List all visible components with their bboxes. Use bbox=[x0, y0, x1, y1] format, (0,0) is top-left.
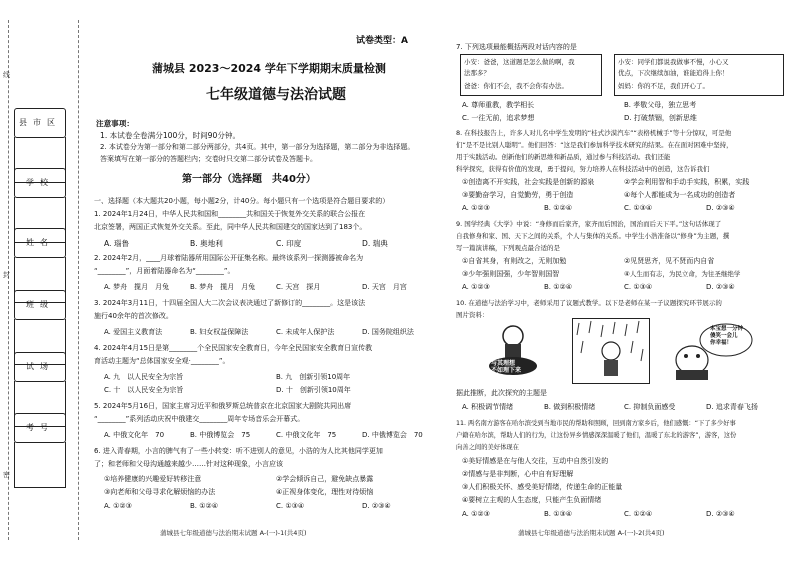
q1-option[interactable]: D. 瑞典 bbox=[362, 239, 388, 248]
q6-option[interactable]: B. ①②④ bbox=[190, 502, 219, 510]
q2-option[interactable]: D. 天宫 月宫 bbox=[362, 283, 407, 291]
q2-option[interactable]: B. 梦舟 揽月 月兔 bbox=[190, 283, 256, 291]
q11-line: 户籍在哈尔滨，帮助人们的行为，让这份异乡情感深深温暖了他们，温暖了东北的游客”，游客，这份 bbox=[456, 432, 737, 439]
footer-left: 蒲城县七年级道德与法治期末试题 A-(一)-1(共4页) bbox=[160, 529, 307, 537]
q2-line: 2. 2024年2月，____月球着陆器所用国际公开征集名称。最终该系列一探测器被命名为 bbox=[94, 254, 364, 262]
dialogue-line: 优点，下次继续加油，谁能追得上你！ bbox=[618, 69, 729, 77]
binding-field-examno: 考号 bbox=[14, 413, 66, 443]
binding-field-school: 学校 bbox=[14, 168, 66, 198]
q11-option[interactable]: D. ②③④ bbox=[706, 510, 735, 518]
seal-label: 密 bbox=[3, 471, 10, 479]
q6-line: 了；和老师和父母沟通越来越少……针对这种现象，小言应该 bbox=[94, 460, 283, 468]
q7-stem: 7. 下列选项最能概括两段对话内容的是 bbox=[456, 43, 577, 51]
q4-option[interactable]: C. 十 以人民安全为宗旨 bbox=[104, 386, 184, 394]
dialogue-line: 小安：爸爸，这道题是怎么做的啊，我 bbox=[464, 58, 575, 66]
cartoon-image-1 bbox=[478, 322, 548, 380]
q10-option[interactable]: D. 追求青春飞扬 bbox=[706, 403, 758, 411]
q6-item: ④正视身体变化，理性对待烦恼 bbox=[276, 488, 374, 496]
q5-option[interactable]: B. 中俄博览会 75 bbox=[190, 431, 251, 439]
q6-item: ③向老师和父母寻求化解烦恼的办法 bbox=[104, 488, 216, 496]
q8-line: 们“是不是比别人聪明”。他们回答：“这是我们参加科学技术研究的结果。在在面对困难中坚持， bbox=[456, 141, 733, 149]
q10-question: 据此推断，此次探究的主题是 bbox=[456, 389, 547, 397]
q9-line: 写一篇演讲稿，下列观点最合适的是 bbox=[456, 244, 560, 252]
q4-line: 4. 2024年4月15日是第________个全民国家安全教育日，今年全民国家安全教育日宣传教 bbox=[94, 344, 373, 352]
q5-option[interactable]: A. 中俄文化年 70 bbox=[104, 431, 165, 439]
q11-line: 11. 两名南方游客在哈尔滨受到当地市民的帮助和照顾，回到南方家乡后，他们感慨：“下了多少好事 bbox=[456, 420, 736, 427]
q3-line: 3. 2024年3月11日，十四届全国人大二次会议表决通过了新修订的________。这是该法 bbox=[94, 299, 366, 307]
q10-option[interactable]: A. 积极调节情绪 bbox=[462, 403, 514, 411]
binding-blank-examno[interactable] bbox=[14, 442, 66, 488]
q9-option[interactable]: A. ①②③ bbox=[462, 283, 490, 291]
dialogue-line: 小安：同学们都说我做事不慢，小心又 bbox=[618, 58, 729, 66]
q10-option[interactable]: C. 抑制负面感受 bbox=[624, 403, 676, 411]
exam-title: 蒲城县 2023～2024 学年下学期期末质量检测 bbox=[152, 62, 386, 75]
q1-line: 1. 2024年1月24日，中华人民共和国和________共和国关于恢复外交关系的联合公报在 bbox=[94, 210, 366, 218]
q8-item: ③要勤奋学习，自觉勤劳，勇于创造 bbox=[462, 191, 574, 199]
q8-item: ②学会利用智和手动手实践，积累，实践 bbox=[624, 178, 750, 186]
instruction-line: 一、选择题（本大题共20小题，每小题2分，计40分。每小题只有一个选项是符合题目要求的） bbox=[94, 197, 390, 205]
dialogue-line: 爸爸：你们不会，我不会你有办法。 bbox=[464, 82, 568, 90]
q6-option[interactable]: C. ①③④ bbox=[276, 502, 305, 510]
q5-line: 5. 2024年5月16日，国家主席习近平和俄罗斯总统普京在北京国家大剧院共同出席 bbox=[94, 402, 352, 410]
q3-option[interactable]: C. 未成年人保护法 bbox=[276, 328, 335, 336]
q8-item: ④每个人都能成为一名成功的创造者 bbox=[624, 191, 736, 199]
q11-item: ②情感与是非判断，心中自有好理解 bbox=[462, 470, 574, 478]
binding-field-room: 试场 bbox=[14, 352, 66, 382]
q8-line: 用于实践活动。创新他们的新思维和新品质，通过参与科技活动。我们还能 bbox=[456, 153, 671, 161]
q3-option[interactable]: D. 国务院组织法 bbox=[362, 328, 414, 336]
part1-title: 第一部分（选择题 共40分） bbox=[182, 174, 316, 185]
q1-line: 北京签署，两国正式恢复外交关系。至此，同中华人民共和国建交的国家达到了183个。 bbox=[94, 223, 367, 231]
q2-line: “________”，月面着陆器命名为“________”。 bbox=[94, 267, 235, 275]
q10-option[interactable]: B. 做到积极情绪 bbox=[544, 403, 596, 411]
q4-option[interactable]: B. 九 创新引领10周年 bbox=[276, 373, 351, 381]
left-page bbox=[90, 0, 442, 561]
q7-option[interactable]: C. 一往无前，追求梦想 bbox=[462, 114, 535, 122]
q2-option[interactable]: A. 梦舟 揽月 月兔 bbox=[104, 283, 170, 291]
seal-label: 封 bbox=[3, 271, 10, 279]
q9-option[interactable]: B. ①②④ bbox=[544, 283, 573, 291]
seal-label: 线 bbox=[3, 71, 10, 79]
q9-option[interactable]: D. ②③④ bbox=[706, 283, 735, 291]
q11-item: ①美好情感是在与他人交往，互动中自然引发的 bbox=[462, 457, 609, 465]
q6-option[interactable]: D. ②③④ bbox=[362, 502, 391, 510]
q2-option[interactable]: C. 天宫 探月 bbox=[276, 283, 321, 291]
q9-item: ③少年强则国强，少年智则国智 bbox=[462, 270, 560, 278]
q1-option[interactable]: A. 瑙鲁 bbox=[104, 239, 130, 248]
note-item: 答案填写在第一部分的答题栏内；交卷时只交第二部分试卷及答题卡。 bbox=[100, 155, 317, 163]
q6-item: ①培养健康的兴趣爱好转移注意 bbox=[104, 475, 202, 483]
note-item: 1. 本试卷全卷满分100分，时间90分钟。 bbox=[100, 131, 241, 140]
q9-line: 9. 国学经典《大学》中说：“身修而后家齐，家齐而后国治，国治而后天下平。”这句话体现了 bbox=[456, 220, 722, 228]
binding-strip bbox=[0, 0, 86, 561]
q3-option[interactable]: A. 爱国主义教育法 bbox=[104, 328, 163, 336]
q11-option[interactable]: C. ①②④ bbox=[624, 510, 653, 518]
dialogue-line: 妈妈：你的不足，我们开心了。 bbox=[618, 82, 709, 90]
dialogue-box-2 bbox=[614, 54, 784, 96]
q4-option[interactable]: D. 十 创新引领10周年 bbox=[276, 386, 351, 394]
q6-item: ②学会倾诉自己，避免缺点暴露 bbox=[276, 475, 374, 483]
q8-item: ①创造离不开实践，社会实践是创新的源泉 bbox=[462, 178, 595, 186]
q3-line: 施行40余年的首次修改。 bbox=[94, 312, 173, 320]
q9-item: ①自省其身，有则改之，无则加勉 bbox=[462, 257, 567, 265]
binding-field-county: 县市区 bbox=[14, 108, 66, 138]
q9-option[interactable]: C. ①③④ bbox=[624, 283, 653, 291]
q6-line: 6. 进入青春期，小言的脾气有了一些小转变：听不进别人的意见，小浩的为人比其他同学更加 bbox=[94, 447, 383, 455]
q5-option[interactable]: C. 中俄文化年 75 bbox=[276, 431, 337, 439]
q1-option[interactable]: B. 奥地利 bbox=[190, 239, 223, 248]
q8-line: 8. 在科技报告上，许多人对儿名中学生发明的“桂式沙漠汽车”“表格机械手”等十分惊叹，可是他 bbox=[456, 129, 732, 137]
cartoon-image-3 bbox=[668, 318, 754, 382]
q11-line: 向善之间的美好体现在 bbox=[456, 444, 519, 451]
q4-option[interactable]: A. 九 以人民安全为宗旨 bbox=[104, 373, 184, 381]
q9-line: 自我修身和家、国、天下之间的关系，个人与集体的关系。中学生小浩准备以“修身”为主题，撰 bbox=[456, 232, 730, 240]
binding-field-class: 班级 bbox=[14, 290, 66, 320]
q11-option[interactable]: A. ①②③ bbox=[462, 510, 490, 518]
seal-line-outer bbox=[8, 20, 9, 540]
q11-item: ③人们积极关怀、感受美好情绪，传递生命的正能量 bbox=[462, 483, 623, 491]
q7-option[interactable]: A. 尊师重教，教学相长 bbox=[462, 101, 535, 109]
q8-line: 科学探究，获得有价值的发现，勇于提问，努力培养人在科技活动中的创造，这告诉我们 bbox=[456, 165, 710, 173]
q5-line: “________”系列活动庆祝中俄建交________周年专场音乐会开幕式。 bbox=[94, 415, 305, 423]
dialogue-box-1 bbox=[460, 54, 602, 96]
q3-option[interactable]: B. 妇女权益保障法 bbox=[190, 328, 249, 336]
q4-line: 育活动主题为“总体国家安全观·________”。 bbox=[94, 357, 230, 365]
binding-field-name: 姓名 bbox=[14, 228, 66, 258]
q6-option[interactable]: A. ①②③ bbox=[104, 502, 132, 510]
footer-right: 蒲城县七年级道德与法治期末试题 A-(一)-2(共4页) bbox=[518, 529, 665, 537]
note-item: 2. 本试卷分为第一部分和第二部分两部分，共4页。其中，第一部分为选择题，第二部分为非选择题。 bbox=[100, 143, 415, 151]
q11-option[interactable]: B. ①③④ bbox=[544, 510, 573, 518]
seal-line-inner bbox=[78, 20, 79, 540]
q10-line: 10. 在道德与法治学习中，老师采用了议题式教学。以下是老师在某一子议题探究环节展示的 bbox=[456, 299, 722, 307]
subject-title: 七年级道德与法治试题 bbox=[206, 87, 346, 103]
q11-item: ④要树立主观的人生态度，只能产生负面情绪 bbox=[462, 496, 602, 504]
q8-option[interactable]: B. ①②④ bbox=[544, 204, 573, 212]
cartoon-bubble: 本宝想一分钟 傻笑一会儿 你幸福！ bbox=[710, 326, 744, 346]
q8-option[interactable]: A. ①②③ bbox=[462, 204, 490, 212]
q9-item: ④人生而有志，为民立命，为往圣继绝学 bbox=[624, 270, 741, 278]
q5-option[interactable]: D. 中俄博览会 70 bbox=[362, 431, 423, 439]
cartoon-caption: 与其理想 不如理下来 bbox=[491, 360, 522, 374]
dialogue-line: 法那多？ bbox=[464, 69, 490, 77]
paper-type: 试卷类型：A bbox=[356, 36, 408, 46]
cartoon-image-2 bbox=[572, 318, 650, 384]
q10-line: 图片资料： bbox=[456, 311, 489, 319]
q8-option[interactable]: C. ①③④ bbox=[624, 204, 653, 212]
q1-option[interactable]: C. 印度 bbox=[276, 239, 302, 248]
q8-option[interactable]: D. ②③④ bbox=[706, 204, 735, 212]
q7-option[interactable]: D. 打破禁锢，创新思维 bbox=[624, 114, 697, 122]
notes-label: 注意事项： bbox=[96, 119, 134, 128]
q9-item: ②见贤思齐，见不贤而内自省 bbox=[624, 257, 715, 265]
q7-option[interactable]: B. 孝敬父母，独立思考 bbox=[624, 101, 697, 109]
